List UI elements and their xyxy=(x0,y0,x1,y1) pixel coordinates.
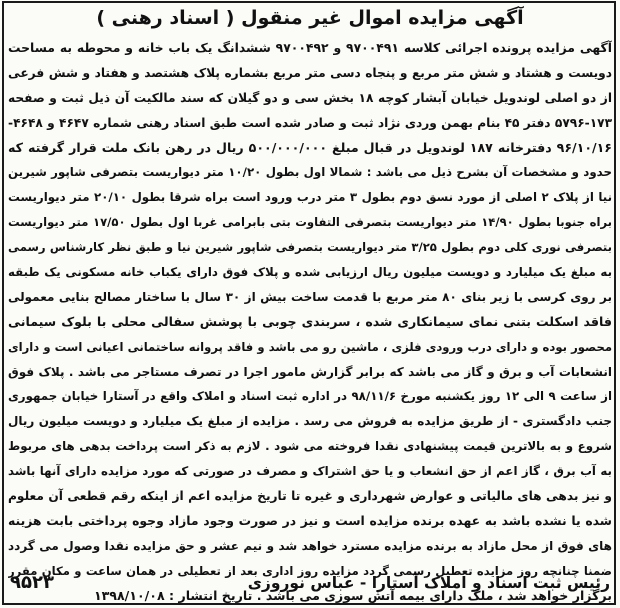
notice-footer xyxy=(10,568,610,598)
notice-line: جنب دادگستری - از طریق مزایده به فروش می رسد . مزایده از مبلغ یک میلیارد و دویست میلیون ریال xyxy=(8,414,612,429)
notice-line: شده یا نشده باشد به عهده برنده مزایده است و نیز در صورت وجود مازاد وجوه پرداختی بابت هزینه xyxy=(8,512,612,528)
notice-body xyxy=(8,36,612,608)
notice-line: از ساعت ۹ الی ۱۲ روز یکشنبه مورخ ۹۸/۱۱/۶ در اداره ثبت اسناد و املاک واقع در آستارا خیابان جمهوری xyxy=(8,389,612,404)
notice-line-last: برگزار خواهد شد ، ملک دارای بیمه آتش سوزی می باشد . تاریخ انتشار : ۱۳۹۸/۱۰/۰۸ xyxy=(93,587,612,603)
notice-line: شروع و به بالاترین قیمت پیشنهادی نقدا فروخته می شود . لازم به ذکر است پرداخت بدهی های مربوط xyxy=(8,439,612,454)
notice-line: براه جنوبا بطول ۱۴/۹۰ متر دیواریست بتصرفی التفاوت بتی بابرامی غربا اول بطول ۱۷/۵۰ متر دیواریست xyxy=(8,215,612,230)
notice-line: های فوق از محل مازاد به برنده مزایده مسترد خواهد شد و نیم عشر و حق مزایده نقدا وصول می گردد xyxy=(8,538,612,553)
notice-line: آگهی مزایده پرونده اجرائی کلاسه ۹۷۰۰۴۹۱ و ۹۷۰۰۴۹۲ ششدانگ یک باب خانه و محوطه به مساحت xyxy=(8,40,612,55)
ad-code: ۹۵۲۳ xyxy=(10,572,54,593)
notice-line: محصور بوده و دارای درب ورودی فلزی ، ماشین رو می باشد و فاقد پروانه ساختمانی اعیانی است و دارای xyxy=(8,339,612,354)
notice-line: انشعابات آب و برق و گاز می باشد که برابر گزارش مامور اجرا در تصرف مستاجر می باشد . پلاک فوق xyxy=(8,364,612,379)
notice-line: فاقد اسکلت بتنی نمای سیمانکاری شده ، سربندی چوبی با پوشش سفالی محلی با بلوک سیمانی xyxy=(8,313,612,329)
notice-line: ۵۷۹۶-۱۷۳ دفتر ۴۵ بنام بهمن وردی نژاد ثبت و صادر شده است طبق اسناد رهنی شماره ۴۶۴۷ و ۴۶۴۸- xyxy=(8,115,612,130)
notice-line: حدود و مشخصات آن بشرح ذیل می باشد : شمالا اول بطول ۱۰/۲۰ متر دیواریست بتصرفی شاپور شیرین xyxy=(8,165,612,180)
notice-line: به مبلغ یک میلیارد و دویست میلیون ریال ارزیابی شده و پلاک فوق دارای یکباب خانه مسکونی یک طبقه xyxy=(8,265,612,280)
notice-line: بتصرفی نوری کلی دوم بطول ۳/۲۵ متر دیواریست بتصرفی شاپور شیرین نیا و طبق نظر کارشناس رسمی xyxy=(8,240,612,255)
signature-line: رئیس ثبت اسناد و املاک آستارا - عباس نوروزی xyxy=(247,574,610,592)
notice-line: نیا از پلاک ۲ اصلی از مورد نسق دوم بطول ۳ متر درب ورود است براه شرقا بطول ۲۰/۱۰ متر دیواریست xyxy=(8,190,612,205)
notice-line: ۹۶/۱۰/۱۶ دفترخانه ۱۸۷ لوندویل در قبال مبلغ ۵۰۰/۰۰۰/۰۰۰ ریال در رهن بانک ملت قرار گرفته که xyxy=(8,139,612,155)
notice-line: و نیز بدهی های مالیاتی و عوارض شهرداری و غیره تا تاریخ مزایده اعم از اینکه رقم قطعی آن معلوم xyxy=(8,489,612,504)
notice-title: آگهی مزایده اموال غیر منقول ( اسناد رهنی ) xyxy=(96,7,524,29)
notice-line: دویست و هشتاد و شش متر مربع و پنجاه دسی متر مربع بشماره پلاک هشتصد و هفتاد و شش فرعی xyxy=(8,65,612,80)
notice-line: ضمنا چنانچه روز مزایده تعطیل رسمی گردد مزایده روز اداری بعد از تعطیلی در همان ساعت و مکان مقرر xyxy=(8,563,612,578)
notice-line: بر روی کرسی با زیر بنای ۸۰ متر مربع با قدمت ساخت بیش از ۳۰ سال با ساختار مصالح بنایی معمولی xyxy=(8,289,612,304)
notice-line: به آب برق ، گاز اعم از حق انشعاب و یا حق اشتراک و مصرف در صورتی که مورد مزایده دارای آنها باشد xyxy=(8,464,612,479)
notice-line: از دو اصلی لوندویل خیابان آبشار کوچه ۱۸ بخش سی و دو گیلان که سند مالکیت آن ذیل ثبت و صفحه xyxy=(8,90,612,105)
